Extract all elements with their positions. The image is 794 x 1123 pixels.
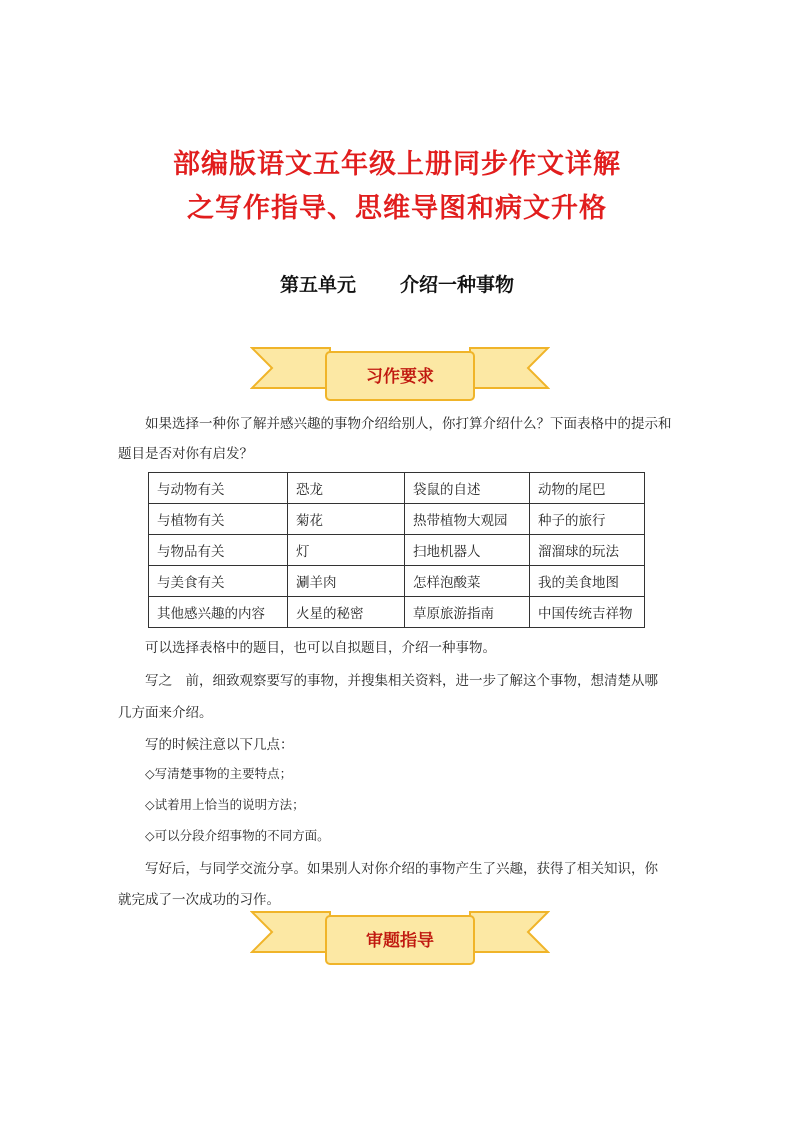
- topic-table: [148, 472, 645, 628]
- table-cell: 溜溜球的玩法: [530, 535, 645, 566]
- topic-label: 介绍一种事物: [400, 274, 515, 296]
- point-item: ◇写清楚事物的主要特点；: [145, 766, 293, 781]
- table-cell: 热带植物大观园: [405, 504, 530, 535]
- intro-paragraph: 如果选择一种你了解并感兴趣的事物介绍给别人，你打算介绍什么？下面表格中的提示和题目是否对你有启发？: [118, 416, 672, 462]
- table-row: [149, 473, 645, 504]
- table-cell: 怎样泡酸菜: [405, 566, 530, 597]
- point-item: ◇试着用上恰当的说明方法；: [145, 797, 305, 812]
- unit-label: 第五单元: [279, 274, 356, 296]
- table-row: [149, 597, 645, 628]
- table-row: [149, 535, 645, 566]
- table-cell: 与动物有关: [149, 473, 288, 504]
- table-cell: 我的美食地图: [530, 566, 645, 597]
- table-cell: 其他感兴趣的内容: [149, 597, 288, 628]
- table-row: [149, 566, 645, 597]
- body-paragraph-1: 可以选择表格中的题目，也可以自拟题目，介绍一种事物。: [145, 640, 496, 656]
- table-cell: 与物品有关: [149, 535, 288, 566]
- guidance-banner: [250, 908, 550, 970]
- page-title-line-2: 之写作指导、思维导图和病文升格: [187, 193, 607, 224]
- table-cell: 扫地机器人: [405, 535, 530, 566]
- table-cell: 涮羊肉: [288, 566, 405, 597]
- table-cell: 灯: [288, 535, 405, 566]
- table-cell: 恐龙: [288, 473, 405, 504]
- table-cell: 中国传统吉祥物: [530, 597, 645, 628]
- table-cell: 与植物有关: [149, 504, 288, 535]
- table-cell: 菊花: [288, 504, 405, 535]
- unit-subtitle: [0, 270, 794, 297]
- table-cell: 火星的秘密: [288, 597, 405, 628]
- page-title-line-1: 部编版语文五年级上册同步作文详解: [173, 149, 621, 180]
- point-item: ◇可以分段介绍事物的不同方面。: [145, 828, 330, 843]
- table-cell: 动物的尾巴: [530, 473, 645, 504]
- body-paragraph-4-line-2: 就完成了一次成功的习作。: [118, 892, 280, 908]
- guidance-banner-label: 审题指导: [366, 931, 434, 951]
- table-cell: 袋鼠的自述: [405, 473, 530, 504]
- table-cell: 种子的旅行: [530, 504, 645, 535]
- requirements-banner-label: 习作要求: [366, 367, 434, 387]
- table-cell: 与美食有关: [149, 566, 288, 597]
- requirements-banner: [250, 344, 550, 406]
- table-cell: 草原旅游指南: [405, 597, 530, 628]
- table-row: [149, 504, 645, 535]
- body-paragraph-2-line-1: 写之 前，细致观察要写的事物，并搜集相关资料，进一步了解这个事物，想清楚从哪: [145, 673, 658, 689]
- body-paragraph-4-line-1: 写好后，与同学交流分享。如果别人对你介绍的事物产生了兴趣，获得了相关知识，你: [145, 861, 658, 877]
- body-paragraph-2-line-2: 几方面来介绍。: [118, 705, 213, 721]
- body-paragraph-3: 写的时候注意以下几点：: [145, 737, 294, 753]
